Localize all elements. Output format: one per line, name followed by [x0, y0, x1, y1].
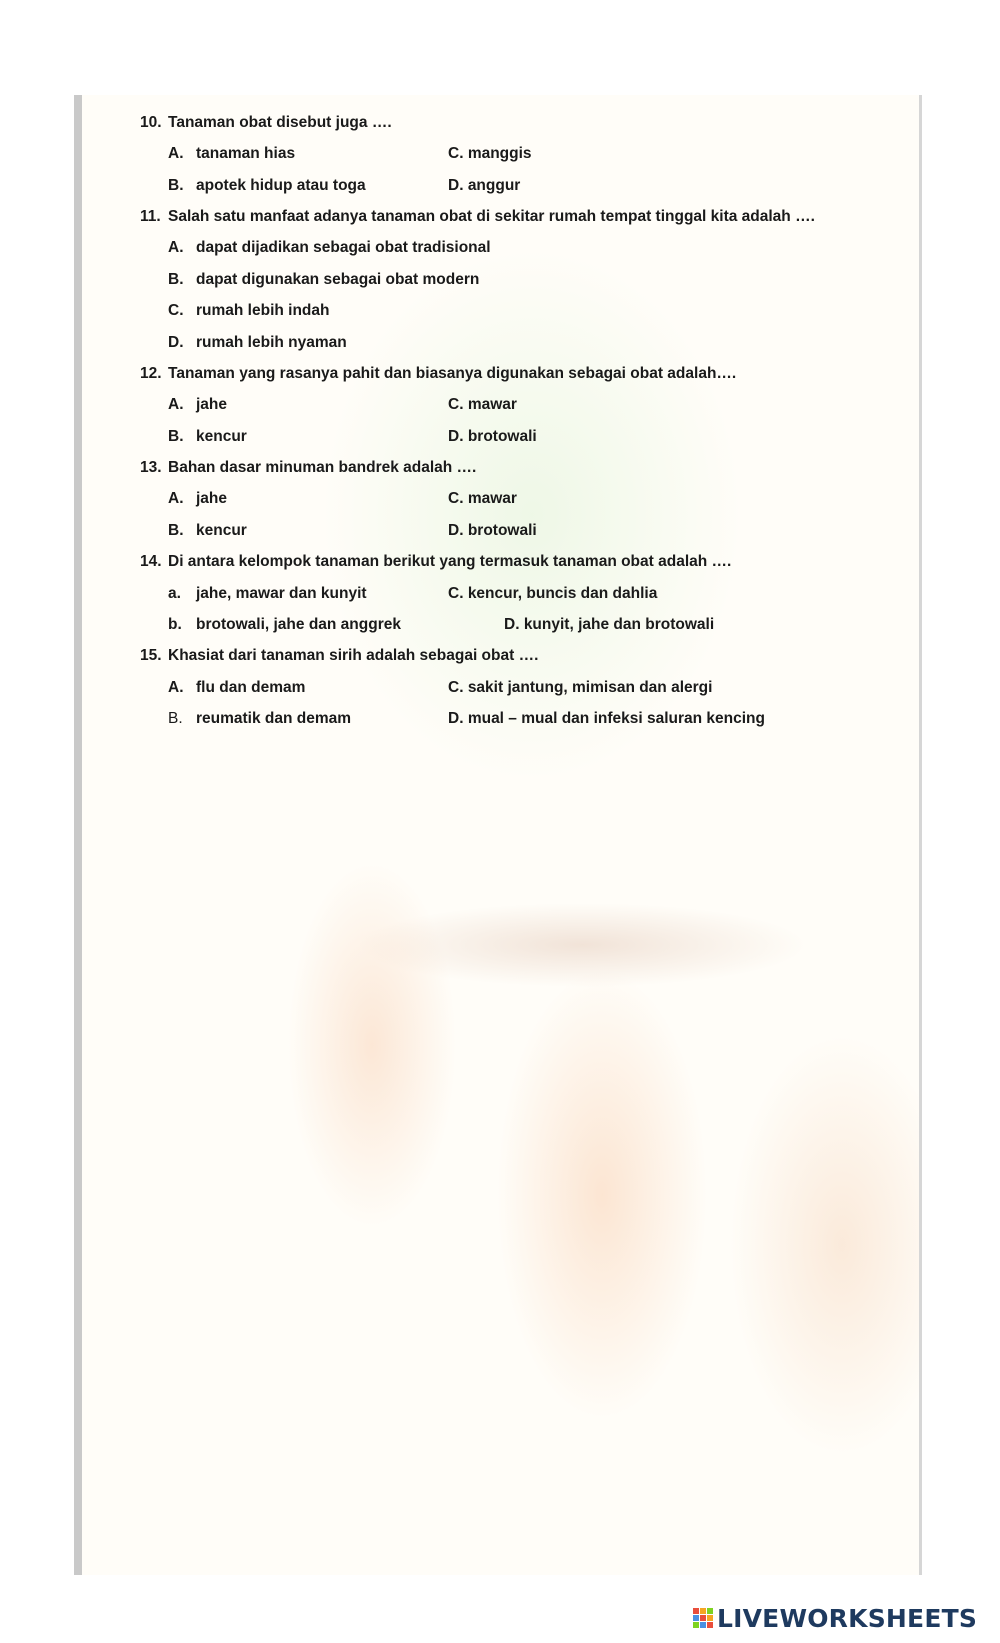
- question-11: [140, 208, 815, 226]
- option-12-a[interactable]: [168, 396, 228, 414]
- option-text: kencur: [196, 428, 247, 445]
- option-label: b.: [168, 616, 182, 633]
- option-text: dapat digunakan sebagai obat modern: [196, 271, 480, 288]
- option-label: D.: [168, 334, 184, 351]
- option-13-c[interactable]: [448, 490, 517, 508]
- page-right-border: [919, 95, 922, 1575]
- option-text: mual – mual dan infeksi saluran kencing: [467, 710, 765, 727]
- option-label: D.: [448, 428, 464, 445]
- option-15-c[interactable]: [448, 679, 712, 697]
- question-13: [140, 459, 477, 477]
- option-label: A.: [168, 396, 184, 413]
- option-label: C.: [448, 585, 464, 602]
- option-label: B.: [168, 710, 183, 727]
- option-text: dapat dijadikan sebagai obat tradisional: [196, 239, 491, 256]
- question-number: 10.: [140, 114, 162, 131]
- option-11-c[interactable]: [168, 302, 330, 320]
- option-text: tanaman hias: [196, 145, 296, 162]
- option-text: flu dan demam: [196, 679, 306, 696]
- option-label: D.: [448, 177, 464, 194]
- option-label: a.: [168, 585, 181, 602]
- option-label: C.: [448, 396, 464, 413]
- option-label: B.: [168, 271, 184, 288]
- option-text: kencur, buncis dan dahlia: [467, 585, 658, 602]
- option-label: A.: [168, 145, 184, 162]
- logo-grid-icon: [693, 1608, 713, 1628]
- question-text: Tanaman obat disebut juga ….: [168, 114, 392, 131]
- option-text: anggur: [467, 177, 521, 194]
- question-15: [140, 647, 539, 665]
- option-label: B.: [168, 177, 184, 194]
- option-text: brotowali: [467, 428, 537, 445]
- option-text: mawar: [467, 396, 517, 413]
- option-15-a[interactable]: [168, 679, 306, 697]
- option-text: brotowali: [467, 522, 537, 539]
- option-text: manggis: [467, 145, 532, 162]
- option-14-d[interactable]: [504, 616, 714, 634]
- option-text: rumah lebih nyaman: [196, 334, 347, 351]
- option-label: C.: [448, 679, 464, 696]
- option-label: D.: [448, 710, 464, 727]
- option-11-d[interactable]: [168, 334, 347, 352]
- question-10: [140, 114, 392, 132]
- option-10-c[interactable]: [448, 145, 532, 163]
- option-text: rumah lebih indah: [196, 302, 330, 319]
- option-12-b[interactable]: [168, 428, 247, 446]
- option-label: C.: [448, 490, 464, 507]
- option-text: brotowali, jahe dan anggrek: [196, 616, 401, 633]
- option-15-b[interactable]: [168, 710, 352, 728]
- question-text: Salah satu manfaat adanya tanaman obat di sekitar rumah tempat tinggal kita adalah ….: [168, 208, 815, 225]
- option-13-b[interactable]: [168, 522, 247, 540]
- option-label: C.: [448, 145, 464, 162]
- option-text: jahe, mawar dan kunyit: [196, 585, 367, 602]
- liveworksheets-logo[interactable]: [693, 1603, 977, 1633]
- option-13-a[interactable]: [168, 490, 228, 508]
- option-text: jahe: [196, 490, 228, 507]
- brand-name: LIVEWORKSHEETS: [717, 1603, 978, 1633]
- option-11-b[interactable]: [168, 271, 480, 289]
- option-13-d[interactable]: [448, 522, 537, 540]
- option-label: D.: [504, 616, 520, 633]
- option-label: A.: [168, 490, 184, 507]
- option-label: B.: [168, 428, 184, 445]
- option-text: sakit jantung, mimisan dan alergi: [467, 679, 713, 696]
- option-14-c[interactable]: [448, 585, 657, 603]
- option-11-a[interactable]: [168, 239, 491, 257]
- question-number: 14.: [140, 553, 162, 570]
- question-text: Bahan dasar minuman bandrek adalah ….: [168, 459, 477, 476]
- option-14-b[interactable]: [168, 616, 401, 634]
- option-12-c[interactable]: [448, 396, 517, 414]
- option-text: mawar: [467, 490, 517, 507]
- option-label: A.: [168, 679, 184, 696]
- option-label: D.: [448, 522, 464, 539]
- question-number: 12.: [140, 365, 162, 382]
- question-text: Di antara kelompok tanaman berikut yang termasuk tanaman obat adalah ….: [168, 553, 732, 570]
- option-text: kencur: [196, 522, 247, 539]
- option-text: jahe: [196, 396, 228, 413]
- option-10-d[interactable]: [448, 177, 520, 195]
- option-14-a[interactable]: [168, 585, 367, 603]
- question-text: Tanaman yang rasanya pahit dan biasanya digunakan sebagai obat adalah….: [168, 365, 737, 382]
- option-15-d[interactable]: [448, 710, 765, 728]
- question-number: 15.: [140, 647, 162, 664]
- question-14: [140, 553, 732, 571]
- option-10-a[interactable]: [168, 145, 296, 163]
- question-text: Khasiat dari tanaman sirih adalah sebagai obat ….: [168, 647, 539, 664]
- question-number: 11.: [140, 208, 161, 225]
- page-left-border: [74, 95, 82, 1575]
- option-label: B.: [168, 522, 184, 539]
- question-number: 13.: [140, 459, 162, 476]
- option-12-d[interactable]: [448, 428, 537, 446]
- option-label: A.: [168, 239, 184, 256]
- option-text: apotek hidup atau toga: [196, 177, 366, 194]
- option-label: C.: [168, 302, 184, 319]
- option-10-b[interactable]: [168, 177, 366, 195]
- option-text: reumatik dan demam: [196, 710, 352, 727]
- option-text: kunyit, jahe dan brotowali: [523, 616, 715, 633]
- question-12: [140, 365, 737, 383]
